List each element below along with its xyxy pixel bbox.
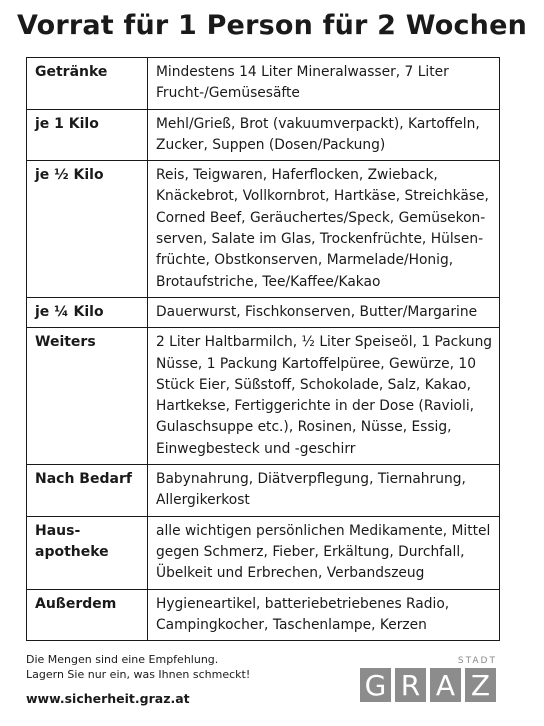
footer-note xyxy=(26,652,250,682)
category-label: je ½ Kilo xyxy=(35,167,104,184)
table-row xyxy=(27,297,500,327)
items-cell: Mehl/Grieß, Brot (vakuumverpackt), Kartoffeln, Zucker, Suppen (Dosen/Packung) xyxy=(148,109,500,161)
category-cell xyxy=(27,109,148,161)
items-cell: Dauerwurst, Fischkonserven, Butter/Margarine xyxy=(148,297,500,327)
footer-line-1: Die Mengen sind eine Empfehlung. xyxy=(26,653,219,666)
table-row xyxy=(27,589,500,641)
category-label: apotheke xyxy=(35,543,109,560)
logo-stadt-label: STADT xyxy=(457,656,497,666)
category-label: Außerdem xyxy=(35,595,117,612)
logo-letters xyxy=(360,668,496,702)
items-cell: 2 Liter Haltbarmilch, ½ Liter Speiseöl, 1 Packung Nüsse, 1 Packung Kartoffelpüree, Gewürze, 10 Stück Eier, Süßstoff, Schokolade, Salz, Kakao, Hartkekse, Fertiggerichte in der Dose (Ravioli, Gulaschsuppe etc.), Rosinen, Nüsse, Essig, Einwegbesteck und -geschirr xyxy=(148,328,500,465)
items-cell: alle wichtigen persönlichen Medikamente, Mittel gegen Schmerz, Fieber, Erkältung, Durchfall, Übelkeit und Erbrechen, Verbandszeug xyxy=(148,516,500,589)
footer-line-2: Lagern Sie nur ein, was Ihnen schmeckt! xyxy=(26,668,251,681)
logo-letter: Z xyxy=(465,668,496,702)
website-link[interactable]: www.sicherheit.graz.at xyxy=(26,691,190,706)
table-row xyxy=(27,465,500,517)
logo-letter: A xyxy=(430,668,461,702)
category-cell xyxy=(27,58,148,110)
category-cell xyxy=(27,589,148,641)
category-label: je 1 Kilo xyxy=(35,115,99,132)
table-row xyxy=(27,58,500,110)
table-row xyxy=(27,161,500,298)
table-row xyxy=(27,516,500,589)
table-row xyxy=(27,328,500,465)
category-cell xyxy=(27,465,148,517)
category-cell xyxy=(27,161,148,298)
items-cell: Mindestens 14 Liter Mineralwasser, 7 Liter Frucht-/Gemüsesäfte xyxy=(148,58,500,110)
category-label: Weiters xyxy=(35,334,96,351)
category-cell xyxy=(27,516,148,589)
logo-letter: R xyxy=(395,668,426,702)
stadt-graz-logo xyxy=(360,656,497,702)
category-cell xyxy=(27,297,148,327)
items-cell: Babynahrung, Diätverpflegung, Tiernahrung, Allergikerkost xyxy=(148,465,500,517)
category-label: Getränke xyxy=(35,64,108,80)
items-cell: Reis, Teigwaren, Haferflocken, Zwieback, Knäckebrot, Vollkornbrot, Hartkäse, Streichkäse, Corned Beef, Geräuchertes/Speck, Gemüsekon-serven, Salate im Glas, Trockenfrüchte, Hülsen-früchte, Obstkonserven, Marmelade/Honig, Brotaufstriche, Tee/Kaffee/Kakao xyxy=(148,161,500,298)
category-label: Haus- xyxy=(35,522,81,539)
category-label: je ¼ Kilo xyxy=(35,303,104,320)
supply-table xyxy=(26,57,500,641)
page-title: Vorrat für 1 Person für 2 Wochen xyxy=(16,10,528,41)
items-cell: Hygieneartikel, batteriebetriebenes Radio, Campingkocher, Taschenlampe, Kerzen xyxy=(148,589,500,641)
category-label: Nach Bedarf xyxy=(35,471,132,488)
table-row xyxy=(27,109,500,161)
category-cell xyxy=(27,328,148,465)
logo-letter: G xyxy=(360,668,391,702)
